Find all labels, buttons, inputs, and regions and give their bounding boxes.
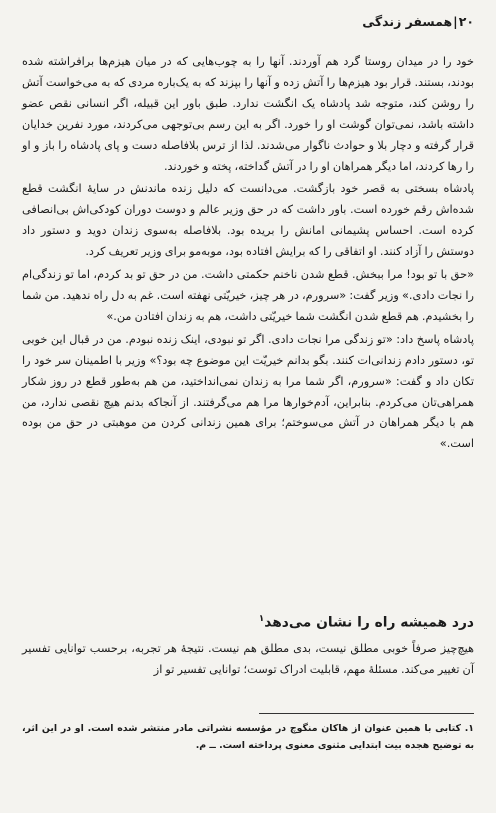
section-heading xyxy=(259,614,474,631)
paragraph: هیچ‌چیز صرفاً خوبی مطلق نیست، بدی مطلق هم نیست. نتیجهٔ هر تجربه، برحسب توانایی تفسیر آن تغییر می‌کند. مسئلهٔ مهم، قابلیت ادراک توست؛ توانایی تفسیر تو از xyxy=(22,642,474,676)
header-separator: | xyxy=(453,14,458,29)
page-number: ۲۰ xyxy=(458,14,474,29)
footnote-divider xyxy=(259,713,474,714)
book-title: همسفر زندگی xyxy=(362,14,453,29)
section-heading-text: درد همیشه راه را نشان می‌دهد xyxy=(264,614,474,631)
footnote-marker: ۱ xyxy=(258,614,265,624)
paragraph: «حق با تو بود! مرا ببخش. قطع شدن ناخنم حکمتی داشت. من در حق تو بد کردم، اما تو زندگی‌ام را نجات دادی.» وزیر گفت: «سرورم، در هر چیز، خیریّتی نهفته است. غم به دل راه ندهید. من شما را بخشیدم. هم قطع شدن انگشت شما خیریّتی داشت، هم به زندان افتادن من.» xyxy=(22,268,474,323)
footnote: ۱. کتابی با همین عنوان از هاکان منگوچ در مؤسسه نشراتی مادر منتشر شده است. او در این اثر، به توضیح هجده بیت ابتدایی مثنوی معنوی پرداخته است. ــ م. xyxy=(22,723,474,751)
paragraph: پادشاه پاسخ داد: «تو زندگی مرا نجات دادی. اگر تو نبودی، اینک زنده نبودم. من در قبال این خوبی تو، دستور دادم زندانی‌ات کنند. بگو بدانم خیریّت این موضوع چه بود؟» وزیر با اطمینان سر خود را تکان داد و گفت: «سرورم، اگر شما مرا به زندان نمی‌انداختید، من هم به‌طور قطع در روز شکار همراهی‌تان می‌کردم. بنابراین، آدم‌خوارها مرا هم می‌گرفتند. از آنجاکه بدنم هیچ نقصی ندارد، من هم با دیگر همراهان در آتش می‌سوختم؛ برای همین زندانی کردن من موهبتی در حق من بوده است.» xyxy=(22,332,474,451)
page-header xyxy=(362,14,474,29)
story-text xyxy=(22,52,474,455)
paragraph: خود را در میدان روستا گرد هم آوردند. آنها را به چوب‌هایی که در میان هیزم‌ها برافراشته شده بودند، بستند. قرار بود هیزم‌ها را آتش زده و آنها را بپزند که به یک‌باره مردی که به می‌خواست آتش را روشن کند، متوجه شد پادشاه یک انگشت ندارد. طبق باور این قبیله، اگر انسانی نقص عضو داشته باشد، نمی‌توان گوشت او را خورد. اگر به این رسم بی‌توجهی می‌کردند، مورد نفرین خدایان قرار گرفته و دچار بلا و حوادث ناگوار می‌شدند. لذا از ترس بلافاصله دست و پای پادشاه را باز و او را رها کردند، اما دیگر همراهان او را در آتش گداخته، پخته و خوردند. xyxy=(22,55,474,173)
section-text xyxy=(22,638,474,680)
paragraph: پادشاه بسختی به قصر خود بازگشت. می‌دانست که دلیل زنده ماندنش در سایهٔ انگشت قطع شده‌اش رقم خورده است. باور داشت که در حق وزیر عالم و دوست دوران کودکی‌اش بی‌انصافی کرده است. احساس پشیمانی امانش را بریده بود. بلافاصله به‌سوی زندان دوید و دستور داد دوستش را آزاد کنند. او اتفاقی را که برایش افتاده بود، موبه‌مو برای وزیر تعریف کرد. xyxy=(22,182,474,259)
